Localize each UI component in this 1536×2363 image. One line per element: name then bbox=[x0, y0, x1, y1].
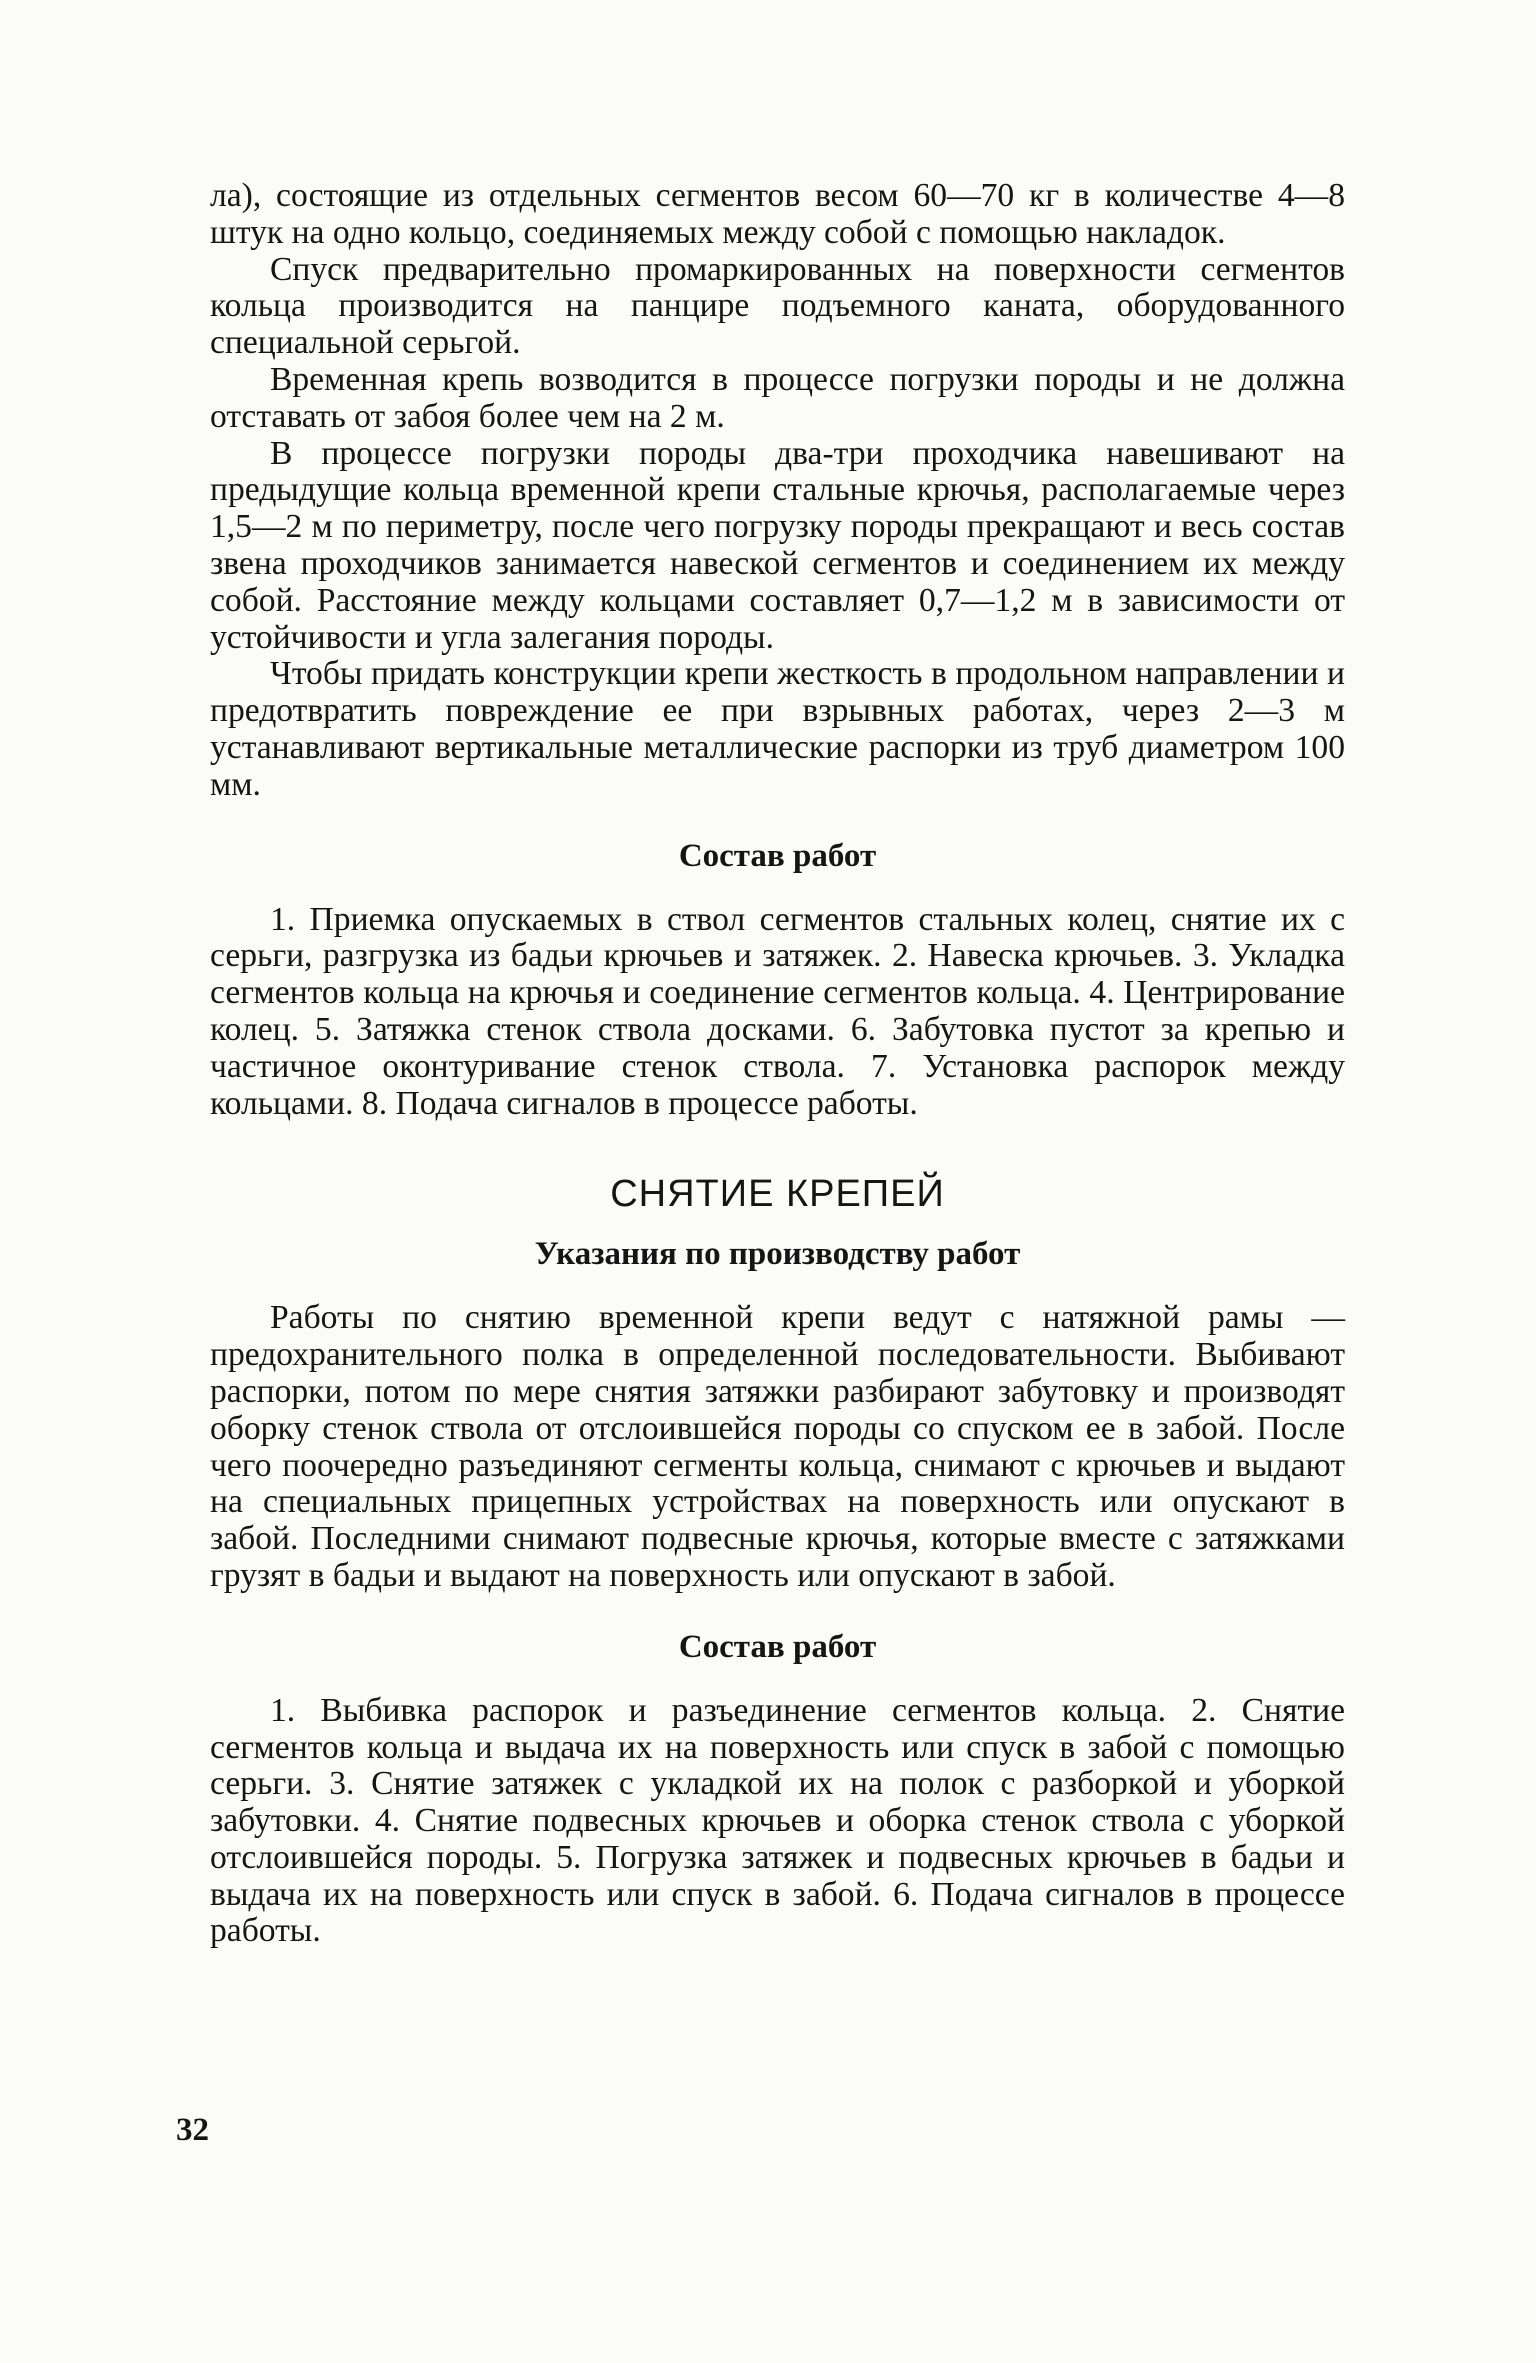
spacer bbox=[210, 1595, 1345, 1629]
section-title-instructions: Указания по производству работ bbox=[534, 1236, 1021, 1273]
work-composition-list-2: 1. Выбивка распорок и разъединение сегментов кольца. 2. Снятие сегментов кольца и выдача их на поверхность или спуск в забой с помощью серьги. 3. Снятие затяжек с укладкой их на полок с разборкой и уборкой забутовки. 4. Снятие подвесных крючьев и оборка стенок ствола с уборкой отслоившейся породы. 5. Погрузка затяжек и подвесных крючьев в бадьи и выдача их на поверхность или спуск в забой. 6. Подача сигналов в процессе работы. bbox=[210, 1691, 1345, 1950]
spacer bbox=[210, 1665, 1345, 1693]
paragraph-hooks: В процессе погрузки породы два-три проходчика навешивают на предыдущие кольца временной крепи стальные крючья, располагаемые через 1,5—2 м по периметру, после чего погрузку породы прекращают и весь состав звена проходчиков занимается навеской сегментов и соединением их между собой. Расстояние между кольцами составляет 0,7—1,2 м в зависимости от устойчивости и угла залегания породы. bbox=[210, 434, 1345, 656]
spacer bbox=[210, 1122, 1345, 1174]
paragraph-segment-lowering: Спуск предварительно промаркированных на поверхности сегментов кольца производится на панцире подъемного каната, оборудованного специальной серьгой. bbox=[210, 250, 1345, 362]
spacer bbox=[210, 1214, 1345, 1236]
paragraph-continuation: ла), состоящие из отдельных сегментов весом 60—70 кг в количестве 4—8 штук на одно кольцо, соединяемых между собой с помощью накладок. bbox=[210, 177, 1345, 251]
work-composition-list-1: 1. Приемка опускаемых в ствол сегментов стальных колец, снятие их с серьги, разгрузка из бадьи крючьев и затяжек. 2. Навеска крючьев. 3. Укладка сегментов кольца на крючья и соединение сегментов кольца. 4. Центрирование колец. 5. Затяжка стенок ствола досками. 6. Забутовка пустот за крепью и частичное оконтуривание стенок ствола. 7. Установка распорок между кольцами. 8. Подача сигналов в процессе работы. bbox=[210, 900, 1345, 1122]
spacer bbox=[210, 1272, 1345, 1300]
chapter-title: СНЯТИЕ КРЕПЕЙ bbox=[610, 1173, 945, 1216]
paragraph-struts: Чтобы придать конструкции крепи жесткость в продольном направлении и предотвратить повреждение ее при взрывных работах, через 2—3 м устанавливают вертикальные металлические распорки из труб диаметром 100 мм. bbox=[210, 655, 1345, 803]
paragraph-removal-instructions: Работы по снятию временной крепи ведут с натяжной рамы — предохранительного полка в определенной последовательности. Выбивают распорки, потом по мере снятия затяжки разбирают забутовку и производят оборку стенок ствола от отслоившейся породы со спуском ее в забой. После чего поочередно разъединяют сегменты кольца, снимают с крючьев и выдают на специальных прицепных устройствах на поверхность или опускают в забой. Последними снимают подвесные крючья, которые вместе с затяжками грузят в бадьи и выдают на поверхность или опускают в забой. bbox=[210, 1299, 1345, 1594]
section-title-work-composition-2: Состав работ bbox=[678, 1628, 877, 1665]
paragraph-temporary-support: Временная крепь возводится в процессе погрузки породы и не должна отставать от забоя более чем на 2 м. bbox=[210, 360, 1345, 435]
spacer bbox=[210, 874, 1345, 902]
spacer bbox=[210, 804, 1345, 838]
section-title-work-composition-1: Состав работ bbox=[678, 837, 877, 874]
page-body bbox=[210, 178, 1345, 1950]
page-number: 32 bbox=[176, 2112, 209, 2148]
